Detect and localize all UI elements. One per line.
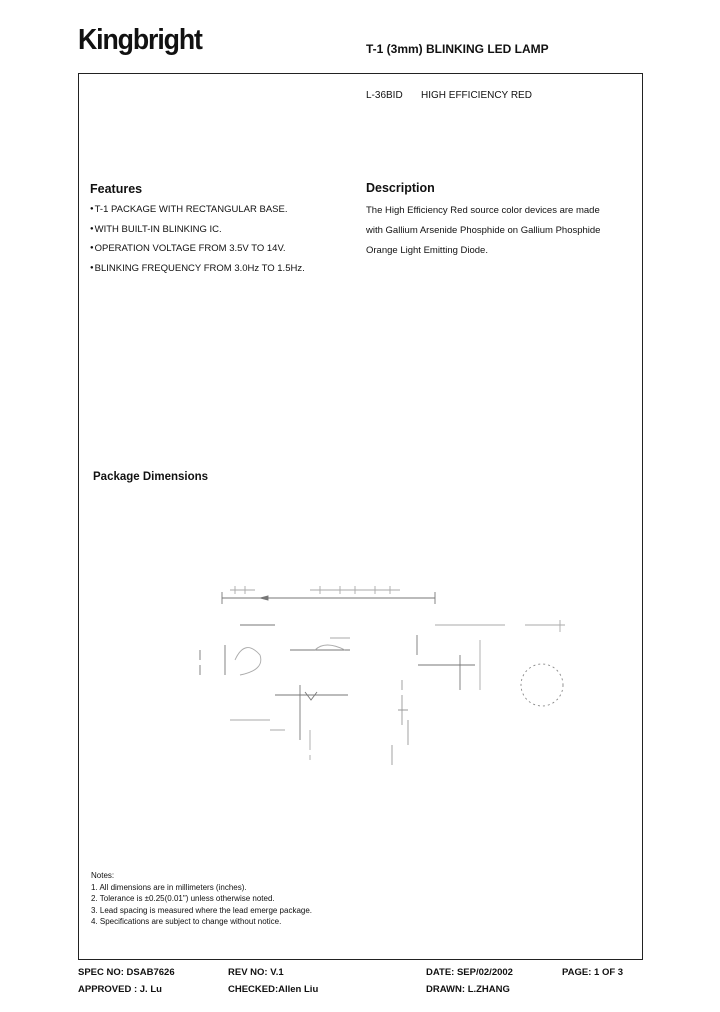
package-dimensions-heading: Package Dimensions <box>93 471 209 483</box>
kingbright-logo: Kingbright <box>78 24 202 56</box>
lead-detail <box>392 625 505 765</box>
approved-by: APPROVED : J. Lu <box>78 984 162 995</box>
notes-block <box>91 870 312 928</box>
description-line: with Gallium Arsenide Phosphide on Gallium Phosphide <box>366 225 601 236</box>
spec-number: SPEC NO: DSAB7626 <box>78 967 175 978</box>
drawn-by: DRAWN: L.ZHANG <box>426 984 510 995</box>
part-number: L-36BID <box>366 90 403 101</box>
feature-item: ● WITH BUILT-IN BLINKING IC. <box>90 223 305 243</box>
overall-length-dimension-line <box>222 586 435 604</box>
feature-item: ● BLINKING FREQUENCY FROM 3.0Hz TO 1.5Hz. <box>90 262 305 282</box>
feature-item: ● OPERATION VOLTAGE FROM 3.5V TO 14V. <box>90 242 305 262</box>
note-item: 4. Specifications are subject to change without notice. <box>91 917 282 927</box>
document-title: T-1 (3mm) BLINKING LED LAMP <box>366 42 549 56</box>
note-item: 2. Tolerance is ±0.25(0.01") unless otherwise noted. <box>91 894 275 904</box>
features-heading: Features <box>90 182 143 196</box>
revision-number: REV NO: V.1 <box>228 967 284 978</box>
feature-item: ● T-1 PACKAGE WITH RECTANGULAR BASE. <box>90 203 305 223</box>
package-dimensions-drawing <box>180 580 580 770</box>
notes-heading: Notes: <box>91 871 115 880</box>
features-list <box>90 203 305 281</box>
description-line: Orange Light Emitting Diode. <box>366 245 488 256</box>
release-date: DATE: SEP/02/2002 <box>426 967 513 978</box>
description-body <box>366 201 636 261</box>
top-view-circle <box>521 620 565 706</box>
description-line: The High Efficiency Red source color devices are made <box>366 205 600 216</box>
note-item: 3. Lead spacing is measured where the lead emerge package. <box>91 905 313 915</box>
note-item: 1. All dimensions are in millimeters (inches). <box>91 882 247 892</box>
checked-by: CHECKED:Allen Liu <box>228 984 319 995</box>
part-description: HIGH EFFICIENCY RED <box>421 90 532 101</box>
description-heading: Description <box>366 181 435 195</box>
lamp-side-view <box>200 625 350 760</box>
page-indicator: PAGE: 1 OF 3 <box>562 967 624 978</box>
